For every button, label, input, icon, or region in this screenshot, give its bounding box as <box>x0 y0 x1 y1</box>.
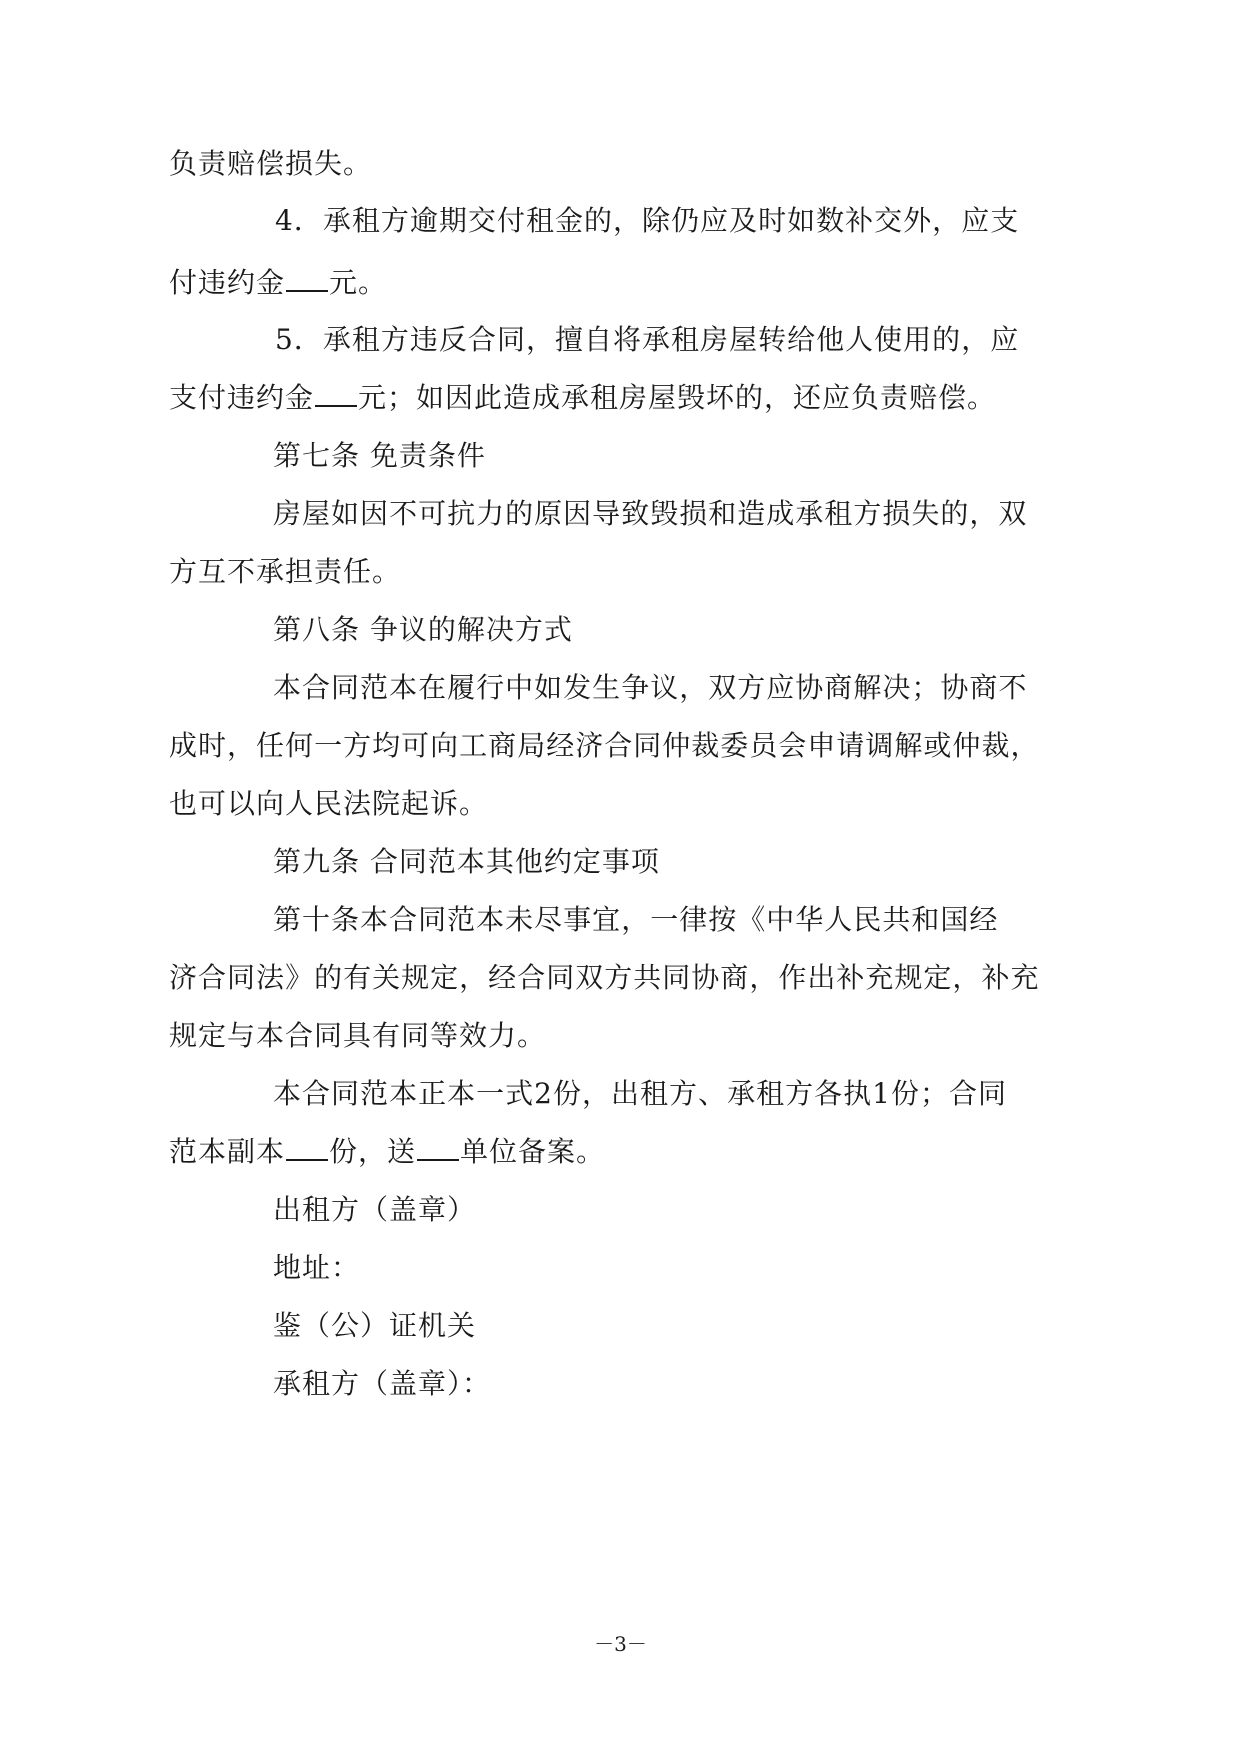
lessee-signature: 承租方（盖章）： <box>273 1367 492 1400</box>
article-9-title: 第九条 合同范本其他约定事项 <box>273 845 660 878</box>
copies-text: 份，送 <box>329 1135 417 1168</box>
article-10-line-1: 第 十 条 本 合 同 范 本 未 尽 事 宜 ， 一 律 按 《 中 华 人 民 共 和 国 经 <box>273 903 999 936</box>
blank-field <box>286 1133 328 1161</box>
clause-5-line-1: 5 ． 承 租 方 违 反 合 同 ， 擅 自 将 承 租 房 屋 转 给 他 人 使 用 的 ， 应 <box>275 323 1020 356</box>
notary-label: 鉴（公）证机关 <box>273 1309 477 1342</box>
article-8-line-1: 本 合 同 范 本 在 履 行 中 如 发 生 争 议 ， 双 方 应 协 商 解 决 ； 协 商 不 <box>273 671 1028 704</box>
copies-text-end: 单位备案。 <box>460 1135 606 1168</box>
penalty-label: 支付违约金 <box>169 381 315 414</box>
penalty-text: 元；如因此造成承租房屋毁坏的，还应负责赔偿。 <box>358 381 997 414</box>
article-8-line-2: 成 时 ， 任 何 一 方 均 可 向 工 商 局 经 济 合 同 仲 裁 委 员 会 申 请 调 解 或 仲 裁 ， <box>169 729 1040 762</box>
article-7-title: 第七条 免责条件 <box>273 439 486 472</box>
copies-line-2 <box>169 1132 605 1172</box>
article-7-line-1: 房 屋 如 因 不 可 抗 力 的 原 因 导 致 毁 损 和 造 成 承 租 方 损 失 的 ， 双 <box>273 497 1028 530</box>
penalty-unit: 元。 <box>329 266 388 299</box>
clause-4-line-2 <box>169 263 387 303</box>
lessor-signature: 出租方（盖章） <box>273 1193 477 1226</box>
address-label: 地址： <box>273 1251 361 1284</box>
blank-field <box>315 379 357 407</box>
article-8-line-3: 也可以向人民法院起诉。 <box>169 787 489 820</box>
blank-field <box>417 1133 459 1161</box>
penalty-label: 付违约金 <box>169 266 286 299</box>
article-10-line-2: 济 合 同 法 》 的 有 关 规 定 ， 经 合 同 双 方 共 同 协 商 ， 作 出 补 充 规 定 ， 补 充 <box>169 961 1040 994</box>
article-10-line-3: 规定与本合同具有同等效力。 <box>169 1019 547 1052</box>
paragraph-line: 负责赔偿损失。 <box>169 147 373 180</box>
article-7-line-2: 方互不承担责任。 <box>169 555 402 588</box>
copies-label: 范本副本 <box>169 1135 286 1168</box>
clause-5-line-2 <box>169 378 996 418</box>
blank-field <box>286 264 328 292</box>
clause-4-line-1: 4 ． 承 租 方 逾 期 交 付 租 金 的 ， 除 仍 应 及 时 如 数 补 交 外 ， 应 支 <box>275 204 1020 237</box>
article-8-title: 第八条 争议的解决方式 <box>273 613 573 646</box>
page-number: －3－ <box>594 1632 647 1656</box>
copies-line-1: 本 合 同 范 本 正 本 一 式 2 份 ， 出 租 方 、 承 租 方 各 执 1 份 ； 合 同 <box>273 1077 1008 1110</box>
